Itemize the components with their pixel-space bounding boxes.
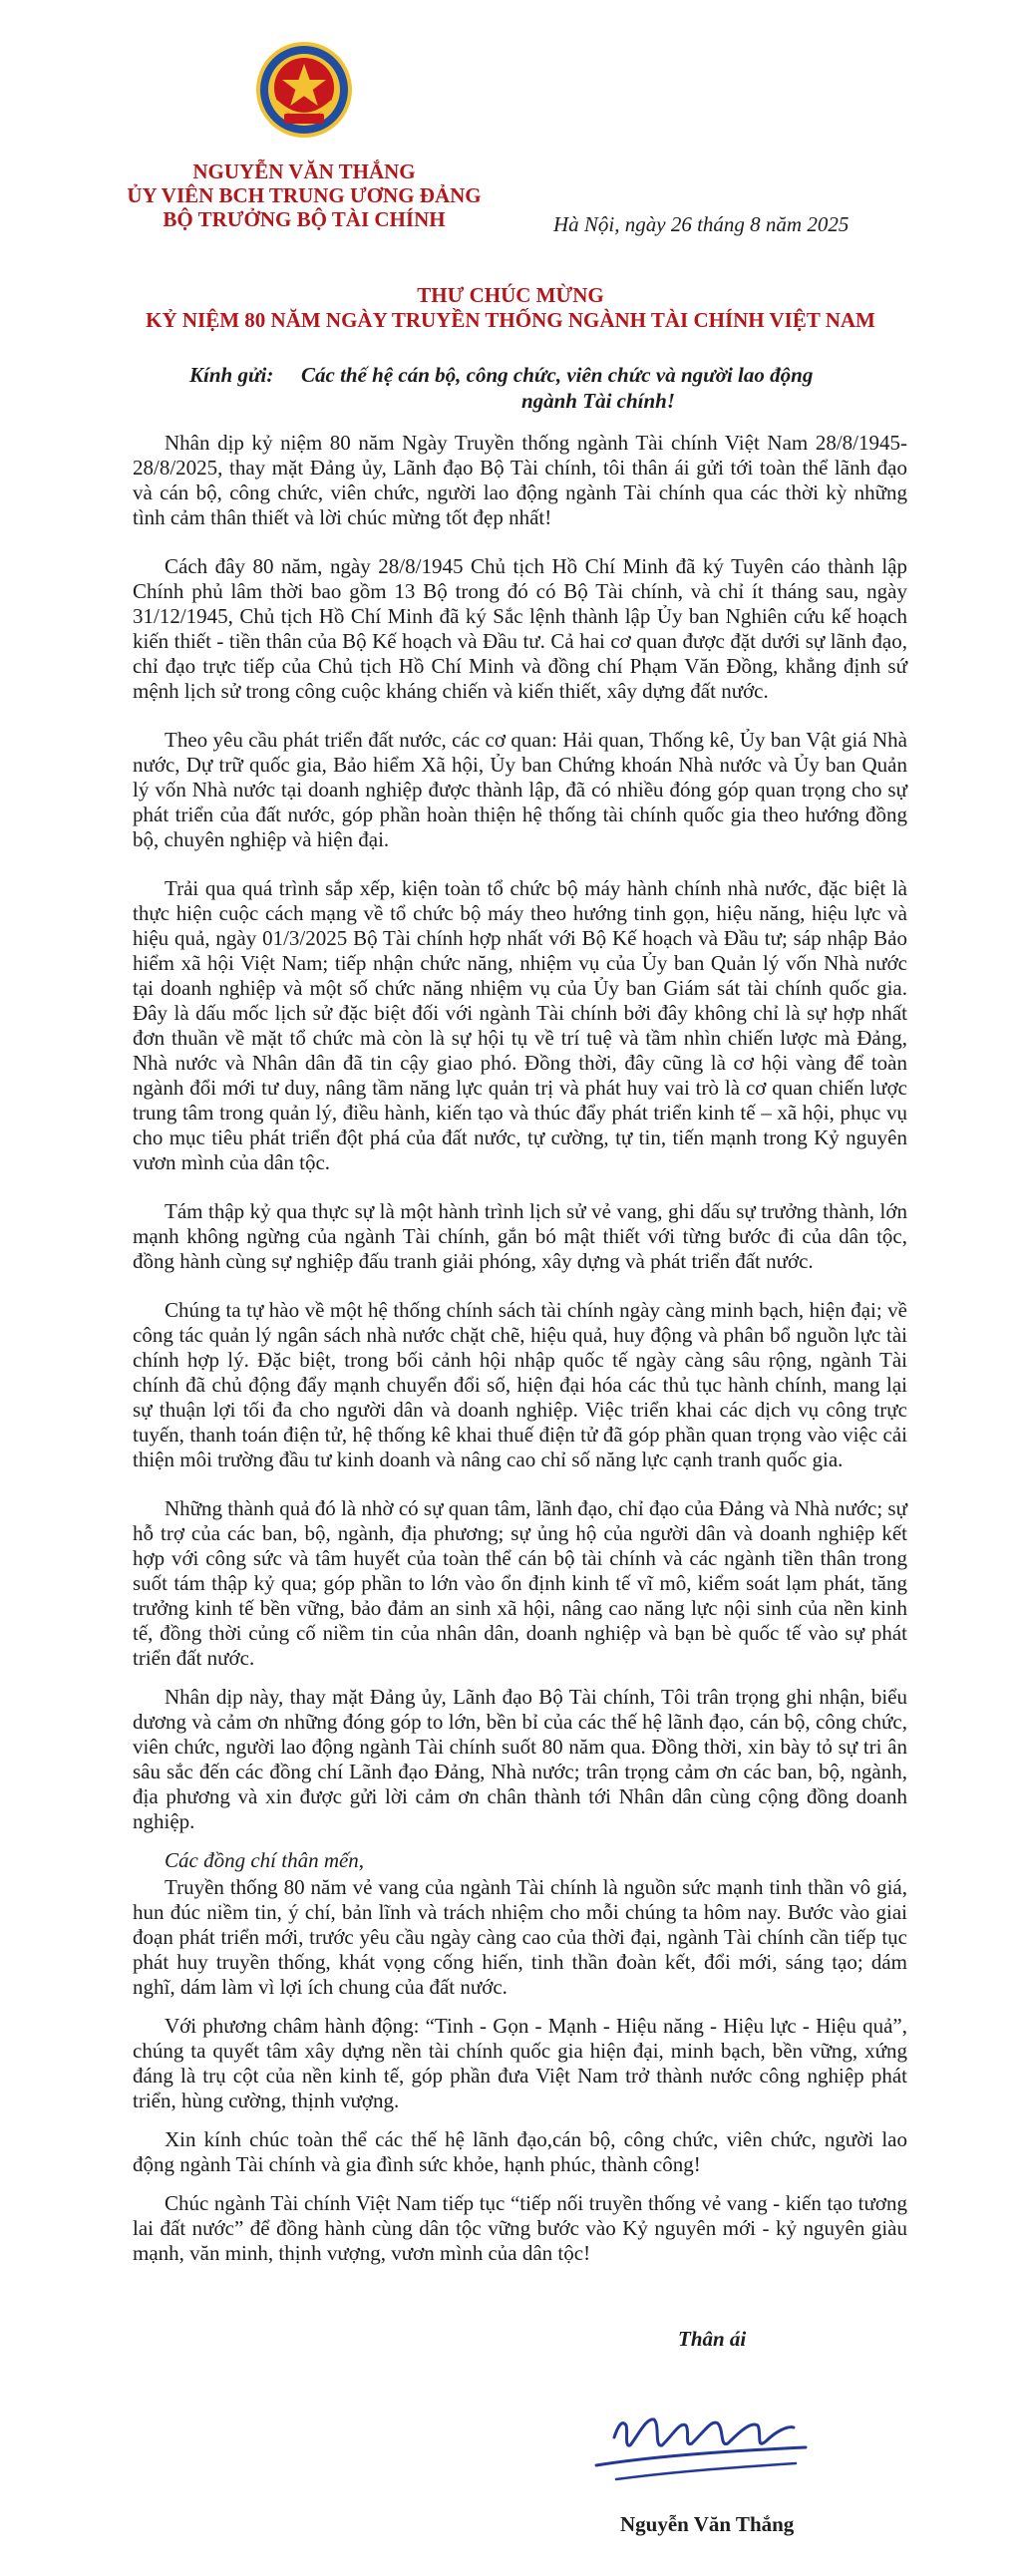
letter-date: Hà Nội, ngày 26 tháng 8 năm 2025 [553, 212, 850, 236]
closing-regards: Thân ái [678, 2327, 747, 2351]
salutation: Các đồng chí thân mến, [165, 1848, 365, 1872]
paragraph: Theo yêu cầu phát triển đất nước, các cơ quan: Hải quan, Thống kê, Ủy ban Vật giá Nhà nước, Dự trữ quốc gia, Bảo hiểm Xã hội, Ủy ban Chứng khoán Nhà nước và Ủy ban Quản lý vốn Nhà nước tại doanh nghiệp được thành lập, đã có nhiều đóng góp quan trọng cho sự phát triển của đất nước, góp phần hoàn thiện hệ thống tài chính quốc gia theo hướng đồng bộ, chuyên nghiệp và hiện đại. [133, 728, 907, 851]
paragraph: Chúng ta tự hào về một hệ thống chính sách tài chính ngày càng minh bạch, hiện đại; về công tác quản lý ngân sách nhà nước chặt chẽ, hiệu quả, huy động và phân bổ nguồn lực tài chính hợp lý. Đặc biệt, trong bối cảnh hội nhập quốc tế ngày càng sâu rộng, ngành Tài chính đã chủ động đẩy mạnh chuyển đổi số, hiện đại hóa các thủ tục hành chính, mang lại sự thuận lợi tối đa cho người dân và doanh nghiệp. Việc triển khai các dịch vụ công trực tuyến, thanh toán điện tử, hệ thống kê khai thuế điện tử đã góp phần quan trọng vào việc cải thiện môi trường đầu tư kinh doanh và nâng cao chỉ số năng lực cạnh tranh quốc gia. [133, 1298, 907, 1471]
paragraph: Trải qua quá trình sắp xếp, kiện toàn tổ chức bộ máy hành chính nhà nước, đặc biệt là thực hiện cuộc cách mạng về tổ chức bộ máy theo hướng tinh gọn, hiệu năng, hiệu lực và hiệu quả, ngày 01/3/2025 Bộ Tài chính hợp nhất với Bộ Kế hoạch và Đầu tư; sáp nhập Bảo hiểm xã hội Việt Nam; tiếp nhận chức năng, nhiệm vụ của Ủy ban Quản lý vốn Nhà nước tại doanh nghiệp và một số chức năng nhiệm vụ của Ủy ban Giám sát tài chính quốc gia. Đây là dấu mốc lịch sử đặc biệt đối với ngành Tài chính bởi đây không chỉ là sự hợp nhất đơn thuần về mặt tổ chức mà còn là sự hội tụ về trí tuệ và tầm nhìn chiến lược mà Đảng, Nhà nước và Nhân dân đã tin cậy giao phó. Đồng thời, đây cũng là cơ hội vàng để toàn ngành đổi mới tư duy, nâng tầm năng lực quản trị và phát huy vai trò là cơ quan chiến lược trung tâm trong quản lý, điều hành, kiến tạo và thúc đẩy phát triển kinh tế – xã hội, phục vụ cho mục tiêu phát triển đột phá của đất nước, tự cường, tự tin, tiến mạnh trong Kỷ nguyên vươn mình của dân tộc. [133, 876, 907, 1174]
sender-title-party: ỦY VIÊN BCH TRUNG ƯƠNG ĐẢNG [127, 183, 482, 207]
title-line-1: THƯ CHÚC MỪNG [417, 283, 604, 307]
recipient-label: Kính gửi: [189, 363, 274, 387]
paragraph: Những thành quả đó là nhờ có sự quan tâm, lãnh đạo, chỉ đạo của Đảng và Nhà nước; sự hỗ trợ của các ban, bộ, ngành, địa phương; sự ủng hộ của người dân và doanh nghiệp kết hợp với công sức và tâm huyết của toàn thể cán bộ tài chính và các ngành tiền thân trong suốt tám thập kỷ qua; góp phần to lớn vào ổn định kinh tế vĩ mô, kiểm soát lạm phát, tăng trưởng kinh tế bền vững, bảo đảm an sinh xã hội, nâng cao năng lực nội sinh của nền kinh tế, đồng thời củng cố niềm tin của nhân dân, doanh nghiệp và bạn bè quốc tế vào sự phát triển đất nước. [133, 1496, 907, 1670]
paragraph: Xin kính chúc toàn thể các thế hệ lãnh đạo,cán bộ, công chức, viên chức, người lao động ngành Tài chính và gia đình sức khỏe, hạnh phúc, thành công! [133, 2127, 907, 2176]
paragraph: Truyền thống 80 năm vẻ vang của ngành Tài chính là nguồn sức mạnh tinh thần vô giá, hun đúc niềm tin, ý chí, bản lĩnh và trách nhiệm cho mỗi chúng ta hôm nay. Bước vào giai đoạn phát triển mới, trước yêu cầu ngày càng cao của thời đại, ngành Tài chính cần tiếp tục phát huy truyền thống, khát vọng cống hiến, tinh thần đoàn kết, đổi mới, sáng tạo; dám nghĩ, dám làm vì lợi ích chung của đất nước. [133, 1875, 907, 1999]
paragraph: Chúc ngành Tài chính Việt Nam tiếp tục “tiếp nối truyền thống vẻ vang - kiến tạo tương lai đất nước” để đồng hành cùng dân tộc vững bước vào Kỷ nguyên mới - kỷ nguyên giàu mạnh, văn minh, thịnh vượng, vươn mình của dân tộc! [133, 2191, 907, 2265]
recipient-block [189, 362, 947, 414]
signer-name: Nguyễn Văn Thắng [620, 2512, 795, 2536]
paragraph: Với phương châm hành động: “Tinh - Gọn - Mạnh - Hiệu năng - Hiệu lực - Hiệu quả”, chúng ta quyết tâm xây dựng nền tài chính quốc gia hiện đại, minh bạch, bền vững, xứng đáng là trụ cột của nền kinh tế, góp phần đưa Việt Nam trở thành nước công nghiệp phát triển, hùng cường, thịnh vượng. [133, 2014, 907, 2112]
letter-body [133, 431, 907, 2280]
paragraph: Cách đây 80 năm, ngày 28/8/1945 Chủ tịch Hồ Chí Minh đã ký Tuyên cáo thành lập Chính phủ lâm thời bao gồm 13 Bộ trong đó có Bộ Tài chính, và chỉ ít tháng sau, ngày 31/12/1945, Chủ tịch Hồ Chí Minh đã ký Sắc lệnh thành lập Ủy ban Nghiên cứu kế hoạch kiến thiết - tiền thân của Bộ Kế hoạch và Đầu tư. Cả hai cơ quan được đặt dưới sự lãnh đạo, chỉ đạo trực tiếp của Chủ tịch Hồ Chí Minh và đồng chí Phạm Văn Đồng, khẳng định sứ mệnh lịch sử trong công cuộc kháng chiến và kiến thiết, xây dựng đất nước. [133, 554, 907, 703]
letter-title [0, 283, 1021, 333]
sender-title-ministry: BỘ TRƯỞNG BỘ TÀI CHÍNH [163, 207, 446, 231]
paragraph: Tám thập kỷ qua thực sự là một hành trình lịch sử vẻ vang, ghi dấu sự trưởng thành, lớn mạnh không ngừng của ngành Tài chính, gắn bó mật thiết với từng bước đi của dân tộc, đồng hành cùng sự nghiệp đấu tranh giải phóng, xây dựng và phát triển đất nước. [133, 1199, 907, 1273]
paragraph: Nhân dịp này, thay mặt Đảng ủy, Lãnh đạo Bộ Tài chính, Tôi trân trọng ghi nhận, biểu dương và cảm ơn những đóng góp to lớn, bền bỉ của các thế hệ lãnh đạo, cán bộ, công chức, viên chức, người lao động ngành Tài chính suốt 80 năm qua. Đồng thời, xin bày tỏ sự tri ân sâu sắc đến các đồng chí Lãnh đạo Đảng, Nhà nước; trân trọng cảm ơn các ban, bộ, ngành, địa phương và xin được gửi lời cảm ơn chân thành tới Nhân dân cùng cộng đồng doanh nghiệp. [133, 1685, 907, 1833]
ministry-emblem-icon [254, 40, 354, 140]
handwritten-signature-icon [556, 2368, 836, 2517]
sender-name: NGUYỄN VĂN THẮNG [192, 160, 416, 183]
sender-block [115, 160, 494, 231]
title-line-2: KỶ NIỆM 80 NĂM NGÀY TRUYỀN THỐNG NGÀNH TÀI CHÍNH VIỆT NAM [146, 308, 875, 332]
paragraph: Nhân dịp kỷ niệm 80 năm Ngày Truyền thống ngành Tài chính Việt Nam 28/8/1945-28/8/2025, thay mặt Đảng ủy, Lãnh đạo Bộ Tài chính, tôi thân ái gửi tới toàn thể lãnh đạo và cán bộ, công chức, viên chức, người lao động ngành Tài chính qua các thời kỳ những tình cảm thân thiết và lời chúc mừng tốt đẹp nhất! [133, 431, 907, 529]
recipient-line-2: ngành Tài chính! [520, 389, 676, 413]
recipient-line-1: Các thế hệ cán bộ, công chức, viên chức và người lao động [301, 363, 814, 387]
